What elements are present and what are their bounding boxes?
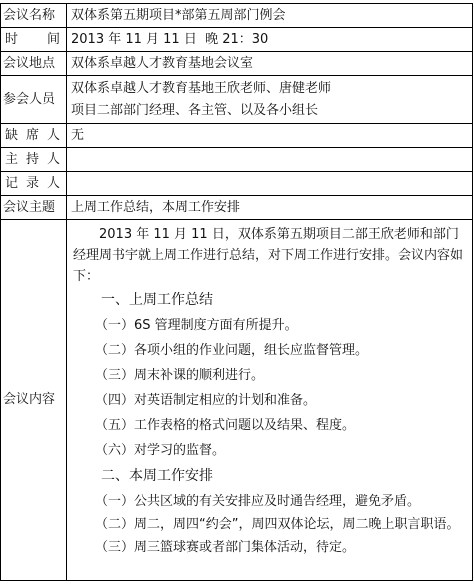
meeting-name-value: 双体系第五期项目*部第五周部门例会 [67, 4, 473, 28]
host-label-char-3: 人 [46, 151, 60, 167]
recorder-value [67, 172, 473, 196]
meeting-name-row [1, 4, 473, 28]
time-label-char-1: 时 [5, 31, 19, 47]
section2-item: （二）周二，周四“约会”，周四双体论坛，周二晚上职言职语。 [95, 517, 460, 532]
host-label-char-2: 持 [25, 151, 39, 167]
host-label [1, 148, 67, 172]
meeting-record-table [0, 3, 473, 581]
section1-item: （五）工作表格的格式问题以及结果、程度。 [95, 418, 356, 433]
section2-item: （三）周三篮球赛或者部门集体活动，待定。 [95, 540, 356, 555]
attendees-line-1: 双体系卓越人才教育基地王欣老师、唐健老师 [71, 80, 332, 96]
location-row [1, 52, 473, 76]
content-row [1, 220, 473, 581]
recorder-row [1, 172, 473, 196]
section1-item: （四）对英语制定相应的计划和准备。 [95, 393, 317, 408]
host-row [1, 148, 473, 172]
topic-label: 会议主题 [1, 196, 67, 220]
location-label: 会议地点 [1, 52, 67, 76]
recorder-label [1, 172, 67, 196]
recorder-label-char-3: 人 [46, 175, 60, 191]
attendees-label: 参会人员 [1, 76, 67, 124]
topic-value: 上周工作总结，本周工作安排 [67, 196, 473, 220]
absent-label-char-1: 缺 [5, 127, 19, 143]
topic-row [1, 196, 473, 220]
section1-item: （三）周末补课的顺利进行。 [95, 368, 265, 383]
absent-row [1, 124, 473, 148]
recorder-label-char-2: 录 [25, 175, 39, 191]
location-value: 双体系卓越人才教育基地会议室 [67, 52, 473, 76]
host-label-char-1: 主 [5, 151, 19, 167]
section1-item: （二）各项小组的作业问题，组长应监督管理。 [95, 343, 369, 358]
recorder-label-char-1: 记 [5, 175, 19, 191]
attendees-row [1, 76, 473, 124]
absent-label-char-3: 人 [46, 127, 60, 143]
content-intro: 2013 年 11 月 11 日，双体系第五期项目二部王欣老师和部门经理周书宇就上周工作进行总结，对下周工作进行安排。会议内容如下： [73, 227, 464, 284]
section1-item: （六）对学习的监督。 [95, 443, 226, 458]
time-label [1, 28, 67, 52]
host-value [67, 148, 473, 172]
attendees-value [67, 76, 473, 124]
time-value: 2013 年 11 月 11 日 晚 21：30 [67, 28, 473, 52]
section1-item: （一）6S 管理制度方面有所提升。 [95, 318, 298, 333]
absent-label-char-2: 席 [25, 127, 39, 143]
section2-title: 二、本周工作安排 [101, 468, 213, 484]
section1-title: 一、上周工作总结 [101, 292, 213, 308]
absent-value: 无 [67, 124, 473, 148]
content-body [67, 220, 473, 581]
time-label-char-2: 间 [46, 31, 60, 47]
absent-label [1, 124, 67, 148]
time-row [1, 28, 473, 52]
section2-item: （一）公共区域的有关安排应及时通告经理，避免矛盾。 [95, 494, 421, 509]
attendees-line-2: 项目二部部门经理、各主管、以及各小组长 [71, 102, 319, 118]
meeting-name-label: 会议名称 [1, 4, 67, 28]
content-label: 会议内容 [1, 220, 67, 581]
